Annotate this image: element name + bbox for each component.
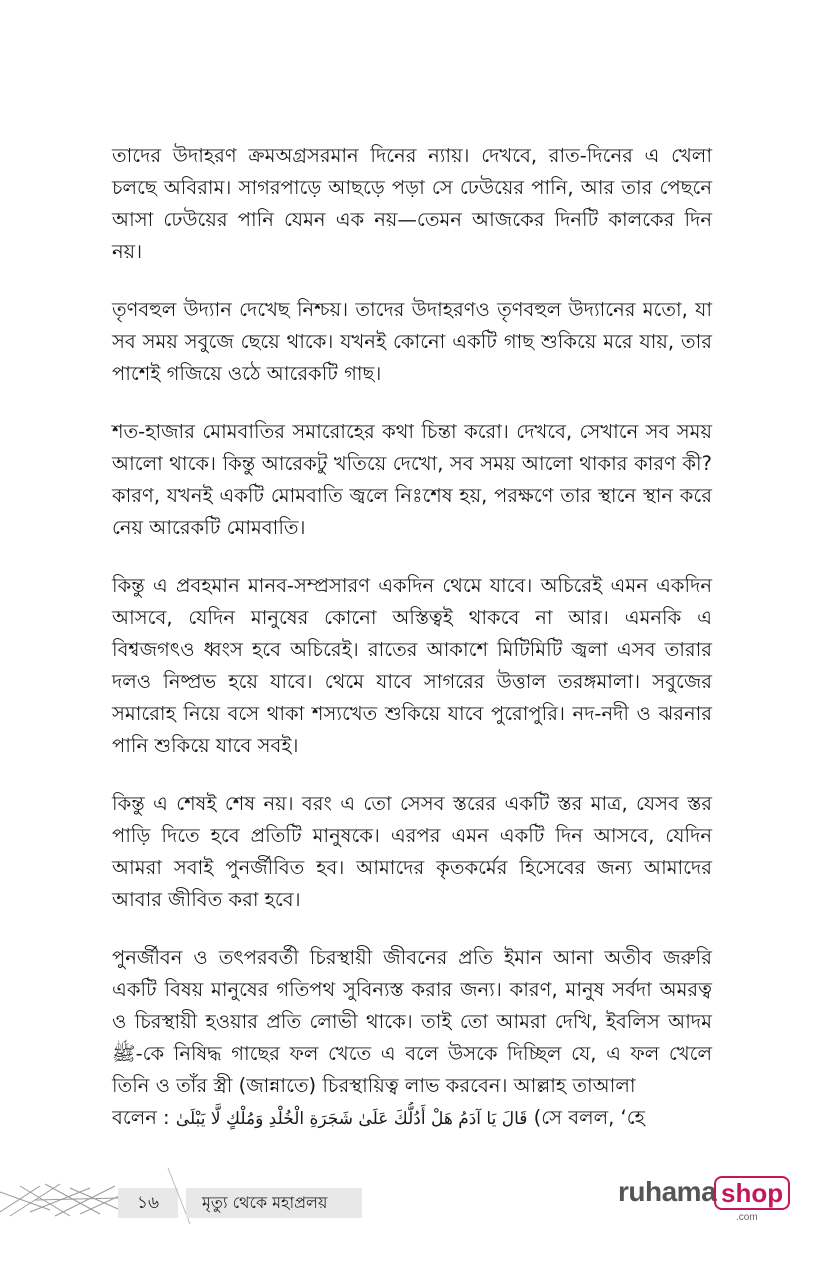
- paragraph-2: তৃণবহুল উদ্যান দেখেছ নিশ্চয়। তাদের উদাহরণও তৃণবহুল উদ্যানের মতো, যা সব সময় সবুজে ছেয়ে থাকে। যখনই কোনো একটি গাছ শুকিয়ে মরে যায়, তার পাশেই গজিয়ে ওঠে আরেকটি গাছ।: [112, 298, 712, 385]
- paragraph-4: কিন্তু এ প্রবহমান মানব-সম্প্রসারণ একদিন থেমে যাবে। অচিরেই এমন একদিন আসবে, যেদিন মানুষের কোনো অস্তিত্বই থাকবে না আর। এমনকি এ বিশ্বজগৎও ধ্বংস হবে অচিরেই। রাতের আকাশে মিটিমিটি জ্বলা এসব তারার দলও নিষ্প্রভ হয়ে যাবে। থেমে যাবে সাগরের উত্তাল তরঙ্গমালা। সবুজের সমারোহ নিয়ে বসে থাকা শস্যখেত শুকিয়ে যাবে পুরোপুরি। নদ-নদী ও ঝরনার পানি শুকিয়ে যাবে সবই।: [112, 574, 712, 757]
- page-number: ১৬: [118, 1188, 178, 1218]
- page-footer: [0, 1160, 825, 1230]
- logo-domain: .com: [736, 1212, 758, 1223]
- verse-line: [112, 1102, 712, 1135]
- verse-suffix: (সে বলল, ‘হে: [533, 1106, 645, 1129]
- arabic-verse: قَالَ يَا آدَمُ هَلْ أَدُلُّكَ عَلَىٰ شَجَرَةِ الْخُلْدِ وَمُلْكٍ لَّا يَبْلَىٰ: [175, 1109, 528, 1129]
- verse-prefix: বলেন :: [112, 1106, 170, 1129]
- paragraph-1: তাদের উদাহরণ ক্রমঅগ্রসরমান দিনের ন্যায়। দেখবে, রাত-দিনের এ খেলা চলছে অবিরাম। সাগরপাড়ে আছড়ে পড়া সে ঢেউয়ের পানি, আর তার পেছনে আসা ঢেউয়ের পানি যেমন এক নয়—তেমন আজকের দিনটি কালকের দিন নয়।: [112, 144, 712, 263]
- paragraph-5: কিন্তু এ শেষই শেষ নয়। বরং এ তো সেসব স্তরের একটি স্তর মাত্র, যেসব স্তর পাড়ি দিতে হবে প্রতিটি মানুষকে। এরপর এমন একটি দিন আসবে, যেদিন আমরা সবাই পুনর্জীবিত হব। আমাদের কৃতকর্মের হিসেবের জন্য আমাদের আবার জীবিত করা হবে।: [112, 792, 712, 911]
- paragraph-3: শত-হাজার মোমবাতির সমারোহের কথা চিন্তা করো। দেখবে, সেখানে সব সময় আলো থাকে। কিন্তু আরেকটু খতিয়ে দেখো, সব সময় আলো থাকার কারণ কী? কারণ, যখনই একটি মোমবাতি জ্বলে নিঃশেষ হয়, পরক্ষণে তার স্থানে স্থান করে নেয় আরেকটি মোমবাতি।: [112, 420, 712, 539]
- publisher-logo: [618, 1174, 784, 1223]
- decorative-lines-icon: [0, 1182, 130, 1218]
- logo-text-shop: shop: [714, 1176, 790, 1210]
- logo-text-ruhama: ruhama: [618, 1176, 717, 1207]
- main-text: [112, 140, 712, 1135]
- paragraph-6: পুনর্জীবন ও তৎপরবর্তী চিরস্থায়ী জীবনের প্রতি ইমান আনা অতীব জরুরি একটি বিষয় মানুষের গতিপথ সুবিন্যস্ত করার জন্য। কারণ, মানুষ সর্বদা অমরত্ব ও চিরস্থায়ী হওয়ার প্রতি লোভী থাকে। তাই তো আমরা দেখি, ইবলিস আদম ﷺ-কে নিষিদ্ধ গাছের ফল খেতে এ বলে উসকে দিচ্ছিল যে, এ ফল খেলে তিনি ও তাঁর স্ত্রী (জান্নাতে) চিরস্থায়িত্ব লাভ করবেন। আল্লাহ তাআলা: [112, 946, 712, 1097]
- book-title: মৃত্যু থেকে মহাপ্রলয়: [186, 1188, 362, 1218]
